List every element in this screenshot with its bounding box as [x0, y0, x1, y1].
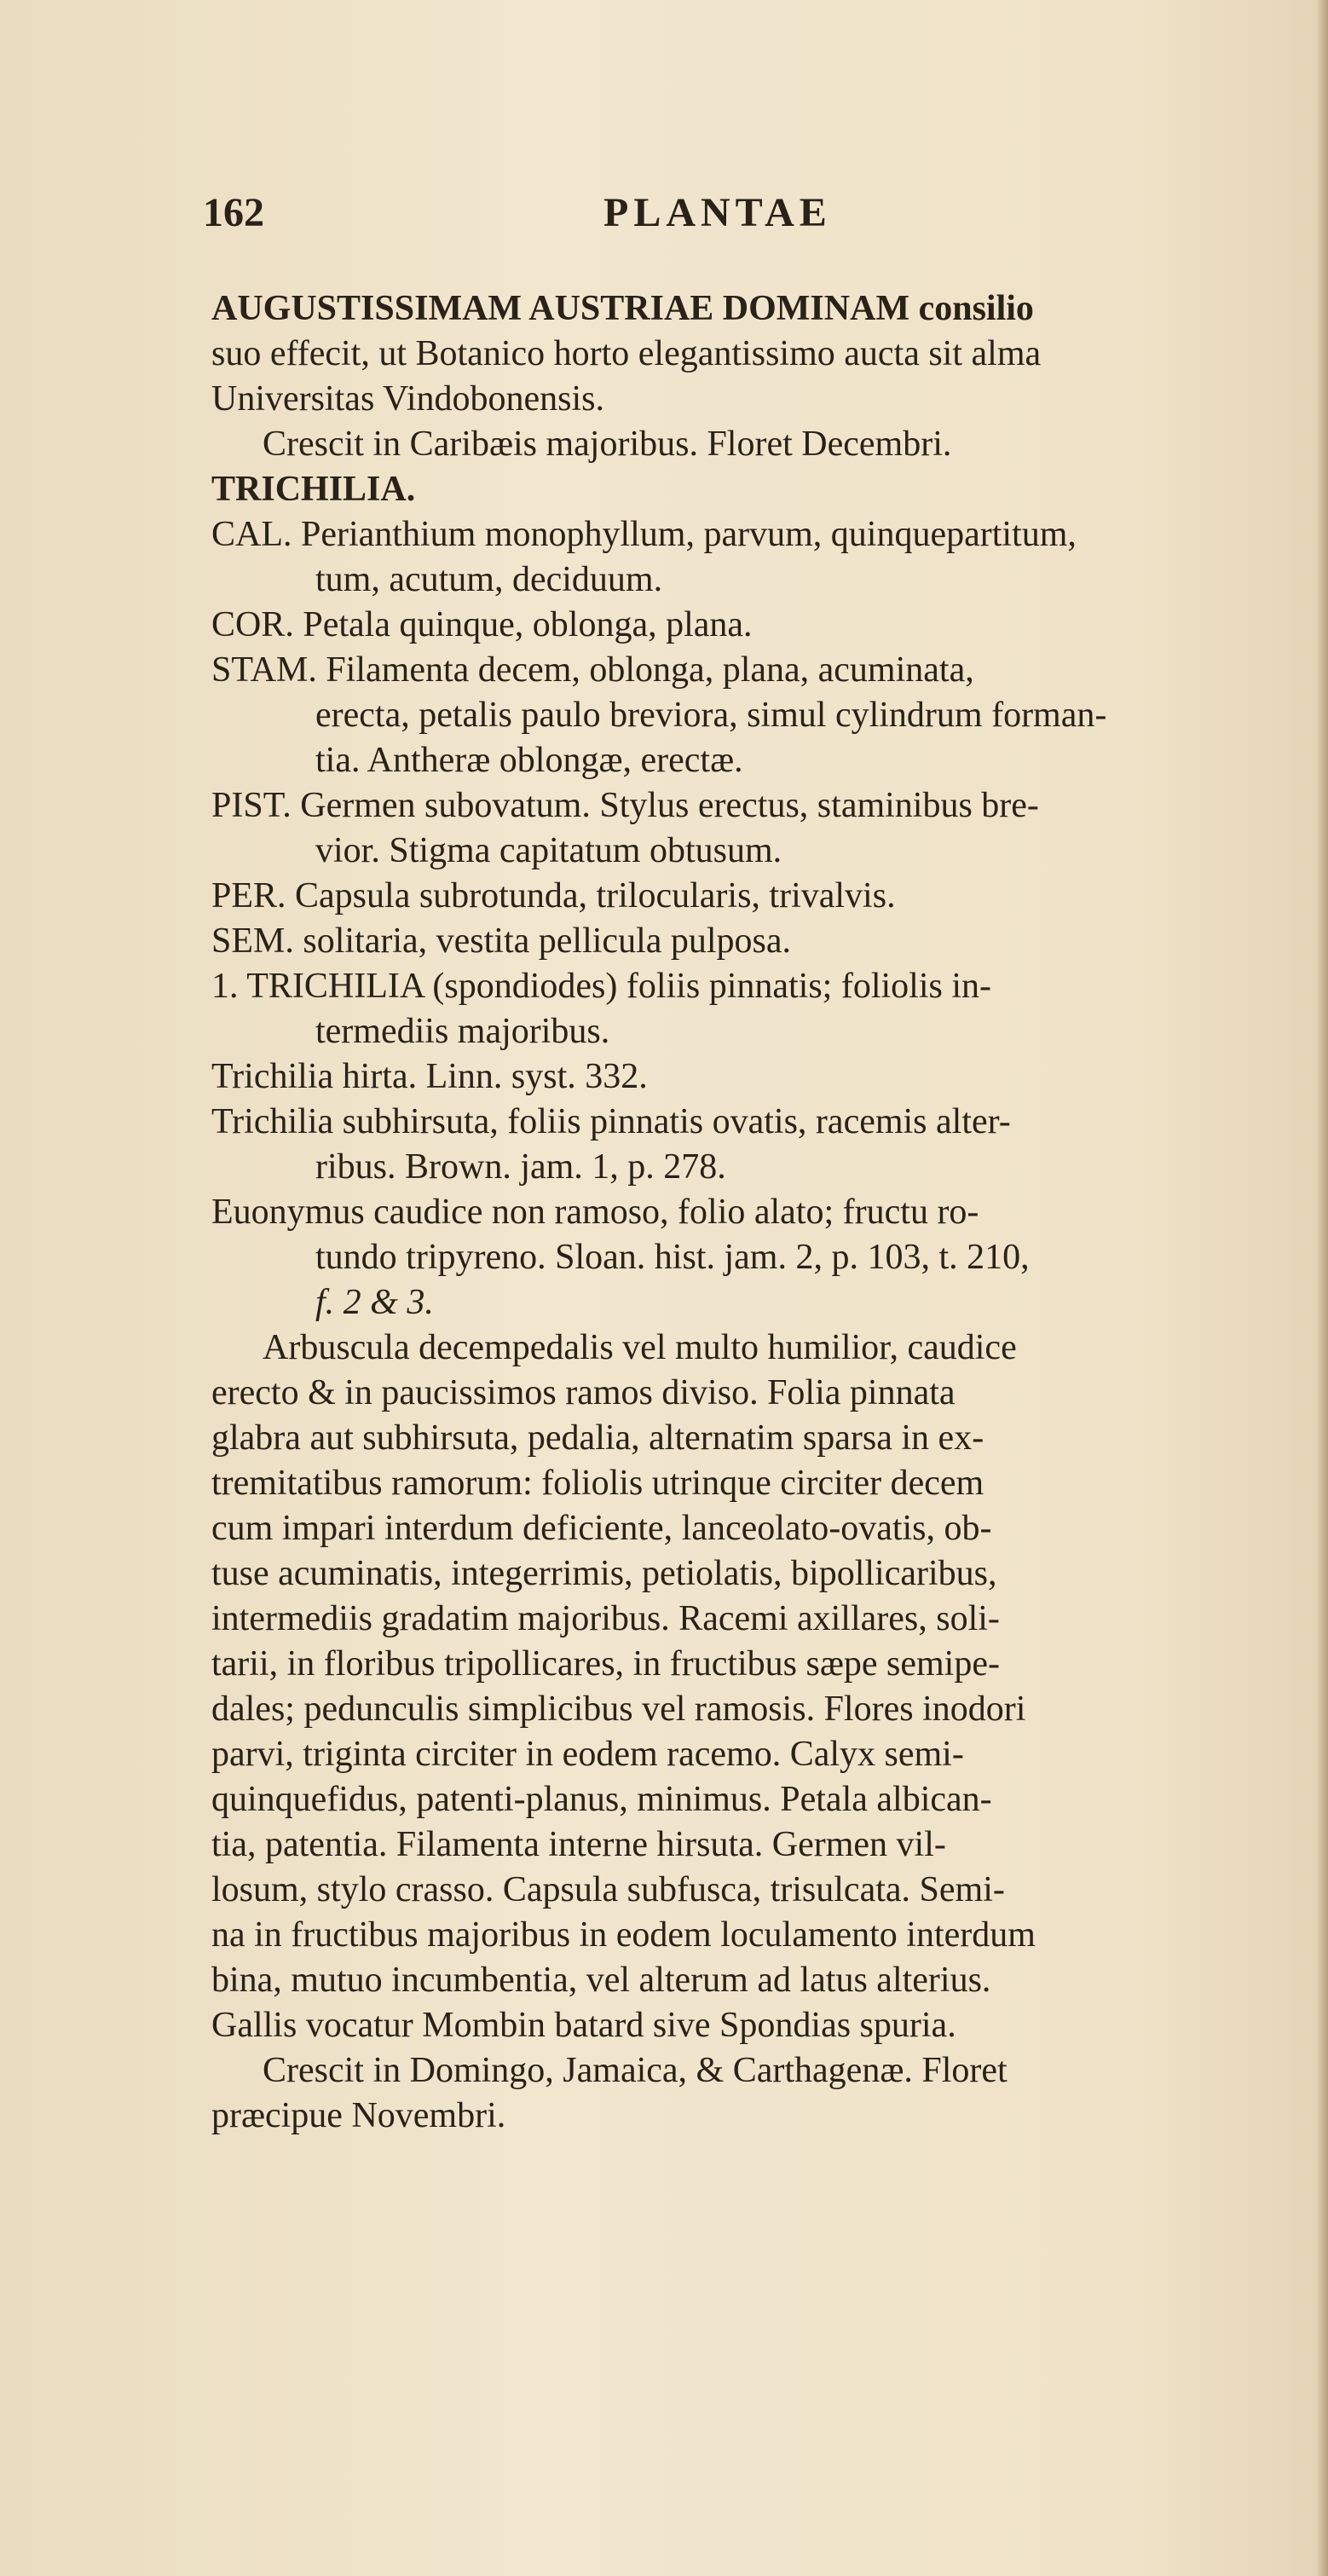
running-head: PLANTAE	[603, 190, 832, 235]
text-line: PER. Capsula subrotunda, trilocularis, trivalvis.	[211, 876, 896, 915]
text-line: f. 2 & 3.	[315, 1283, 434, 1322]
text-line: 1. TRICHILIA (spondiodes) foliis pinnatis; foliolis in-	[211, 967, 992, 1006]
text-line: tremitatibus ramorum: foliolis utrinque circiter decem	[211, 1464, 984, 1503]
text-line: SEM. solitaria, vestita pellicula pulposa.	[211, 921, 792, 961]
text-line: Trichilia subhirsuta, foliis pinnatis ovatis, racemis alter-	[211, 1102, 1011, 1141]
text-line: glabra aut subhirsuta, pedalia, alternatim sparsa in ex-	[211, 1418, 984, 1458]
text-line: suo effecit, ut Botanico horto elegantissimo aucta sit alma	[211, 334, 1042, 373]
text-line: TRICHILIA.	[211, 470, 416, 509]
text-line: Crescit in Caribæis majoribus. Floret Decembri.	[263, 425, 952, 464]
text-line: bina, mutuo incumbentia, vel alterum ad latus alterius.	[211, 1961, 991, 2000]
page-number: 162	[203, 190, 264, 235]
text-line: tuse acuminatis, integerrimis, petiolatis, bipollicaribus,	[211, 1554, 997, 1593]
text-line: dales; pedunculis simplicibus vel ramosis. Flores inodori	[211, 1689, 1026, 1729]
text-line: tia. Antheræ oblongæ, erectæ.	[315, 741, 743, 780]
text-line: na in fructibus majoribus in eodem loculamento interdum	[211, 1915, 1036, 1955]
text-line: intermediis gradatim majoribus. Racemi axillares, soli-	[211, 1599, 1000, 1638]
text-line: termediis majoribus.	[315, 1012, 610, 1051]
text-line: erecto & in paucissimos ramos diviso. Folia pinnata	[211, 1373, 956, 1412]
text-line: parvi, triginta circiter in eodem racemo. Calyx semi-	[211, 1735, 964, 1774]
text-line: Trichilia hirta. Linn. syst. 332.	[211, 1057, 648, 1096]
text-line: Arbuscula decempedalis vel multo humilior, caudice	[263, 1328, 1017, 1367]
text-line: cum impari interdum deficiente, lanceolato-ovatis, ob-	[211, 1509, 992, 1548]
text-line: tundo tripyreno. Sloan. hist. jam. 2, p. 103, t. 210,	[315, 1238, 1030, 1277]
text-line: vior. Stigma capitatum obtusum.	[315, 831, 782, 870]
page-header	[203, 189, 1311, 249]
text-line: PIST. Germen subovatum. Stylus erectus, staminibus bre-	[211, 786, 1039, 825]
text-line: CAL. Perianthium monophyllum, parvum, quinquepartitum,	[211, 515, 1077, 554]
text-line: COR. Petala quinque, oblonga, plana.	[211, 605, 753, 644]
text-line: ribus. Brown. jam. 1, p. 278.	[315, 1147, 726, 1187]
body-text	[211, 286, 1311, 2139]
text-line: Gallis vocatur Mombin batard sive Spondias spuria.	[211, 2006, 956, 2045]
text-line: quinquefidus, patenti-planus, minimus. Petala albican-	[211, 1780, 992, 1819]
text-line: præcipue Novembri.	[211, 2096, 506, 2135]
text-line: erecta, petalis paulo breviora, simul cylindrum forman-	[315, 696, 1107, 735]
page-gutter-shadow	[1316, 0, 1328, 2576]
text-line: Crescit in Domingo, Jamaica, & Carthagenæ. Floret	[263, 2051, 1008, 2090]
text-line: tum, acutum, deciduum.	[315, 560, 663, 599]
text-line: STAM. Filamenta decem, oblonga, plana, acuminata,	[211, 650, 974, 690]
text-line: Universitas Vindobonensis.	[211, 379, 605, 419]
text-line: AUGUSTISSIMAM AUSTRIAE DOMINAM consilio	[211, 289, 1034, 328]
text-line: Euonymus caudice non ramoso, folio alato; fructu ro-	[211, 1193, 979, 1232]
text-line: losum, stylo crasso. Capsula subfusca, trisulcata. Semi-	[211, 1870, 1005, 1909]
text-line: tia, patentia. Filamenta interne hirsuta. Germen vil-	[211, 1825, 946, 1864]
text-line: tarii, in floribus tripollicares, in fructibus sæpe semipe-	[211, 1644, 1000, 1684]
